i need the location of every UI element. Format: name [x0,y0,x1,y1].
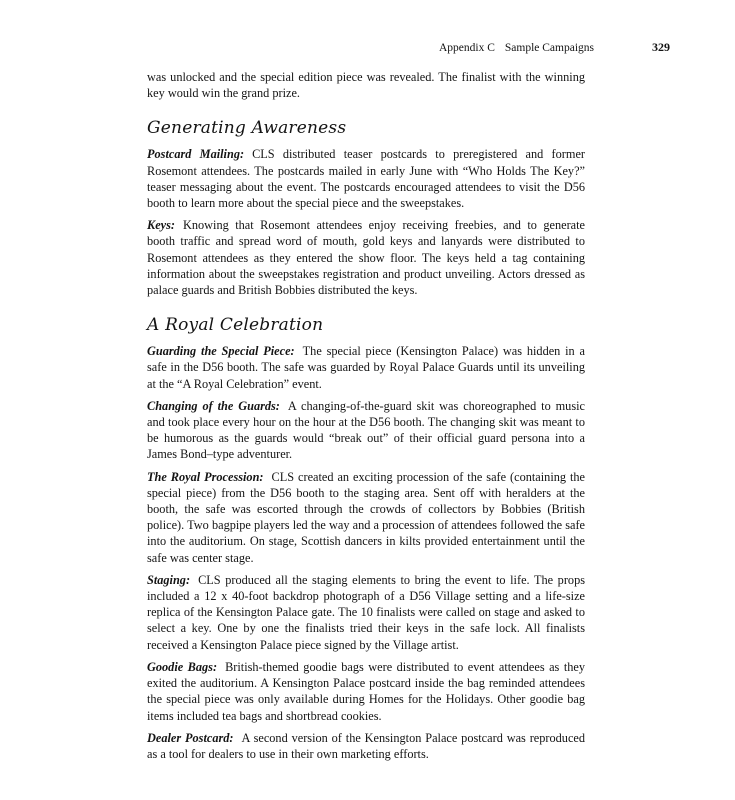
paragraph-dealer-postcard [147,730,585,762]
running-header [147,40,670,55]
running-head-title: Sample Campaigns [504,42,594,54]
paragraph-goodie-bags [147,659,585,724]
paragraph-text: A second version of the Kensington Palace postcard was reproduced as a tool for dealers to use in their own marketing efforts. [147,730,586,761]
paragraph-text: The special piece (Kensington Palace) was hidden in a safe in the D56 booth. The safe was guarded by Royal Palace Guards until its unveiling at the “A Royal Celebration” event. [147,344,585,391]
running-head-section: Appendix C [438,42,495,54]
paragraph-label: Keys: [147,218,175,233]
page-number: 329 [652,40,670,54]
paragraph-text: CLS distributed teaser postcards to preregistered and former Rosemont attendees. The postcards mailed in early June with “Who Holds The Key?” teaser messaging about the event. The postcards encouraged attendees to visit the D56 booth to learn more about the special piece and the sweepstakes. [147,147,585,211]
continuation-paragraph: was unlocked and the special edition piece was revealed. The finalist with the winning key would win the grand prize. [147,70,585,101]
paragraph-label: Changing of the Guards: [147,398,280,413]
paragraph-text: A changing-of-the-guard skit was choreographed to music and took place every hour on the hour at the D56 booth. The changing skit was meant to be humorous as the guards would “break out” of their official guard persona into a James Bond–type adventurer. [147,398,585,462]
paragraph-label: Postcard Mailing: [147,147,245,162]
paragraph-label: Dealer Postcard: [147,730,234,745]
paragraph-text: British-themed goodie bags were distributed to event attendees as they exited the auditorium. A Kensington Palace postcard inside the bag reminded attendees the special piece was only available during Homes for the Holidays. Other goodie bag items included tea bags and shortbread cookies. [147,659,585,723]
paragraph-label: Guarding the Special Piece: [147,344,295,359]
section-heading-a-royal-celebration: A Royal Celebration [147,315,324,336]
paragraph-text: CLS created an exciting procession of the safe (containing the special piece) from the D56 booth to the staging area. Sent off with heralders at the booth, the safe was escorted through the crowds of collectors by Bobbies (British police). Two bagpipe players led the way and a procession of attendees followed the safe into the auditorium. On stage, Scottish dancers in kilts provided entertainment until the safe was center stage. [147,469,585,565]
paragraph-label: Staging: [147,572,191,587]
paragraph-label: Goodie Bags: [147,659,218,674]
paragraph-the-royal-procession [147,469,585,566]
paragraph-changing-of-the-guards [147,398,585,463]
paragraph-guarding-the-special-piece [147,343,585,392]
paragraph-postcard-mailing [147,146,585,211]
page-content [147,69,585,768]
paragraph-label: The Royal Procession: [147,469,264,484]
paragraph-keys [147,217,585,298]
section-heading-generating-awareness: Generating Awareness [147,118,347,139]
paragraph-text: CLS produced all the staging elements to bring the event to life. The props included a 12 x 40-foot backdrop photograph of a D56 Village setting and a life-size replica of the Kensington Palace gate. The 10 finalists were called on stage and asked to select a key. One by one the finalists tried their keys in the safe lock. All finalists received a Kensington Palace piece signed by the Village artist. [147,572,585,652]
paragraph-staging [147,572,585,653]
paragraph-text: Knowing that Rosemont attendees enjoy receiving freebies, and to generate booth traffic and spread word of mouth, gold keys and lanyards were distributed to Rosemont attendees as they entered the show floor. The keys held a tag containing information about the sweepstakes registration and product unveiling. Actors dressed as palace guards and British Bobbies distributed the keys. [147,218,585,298]
